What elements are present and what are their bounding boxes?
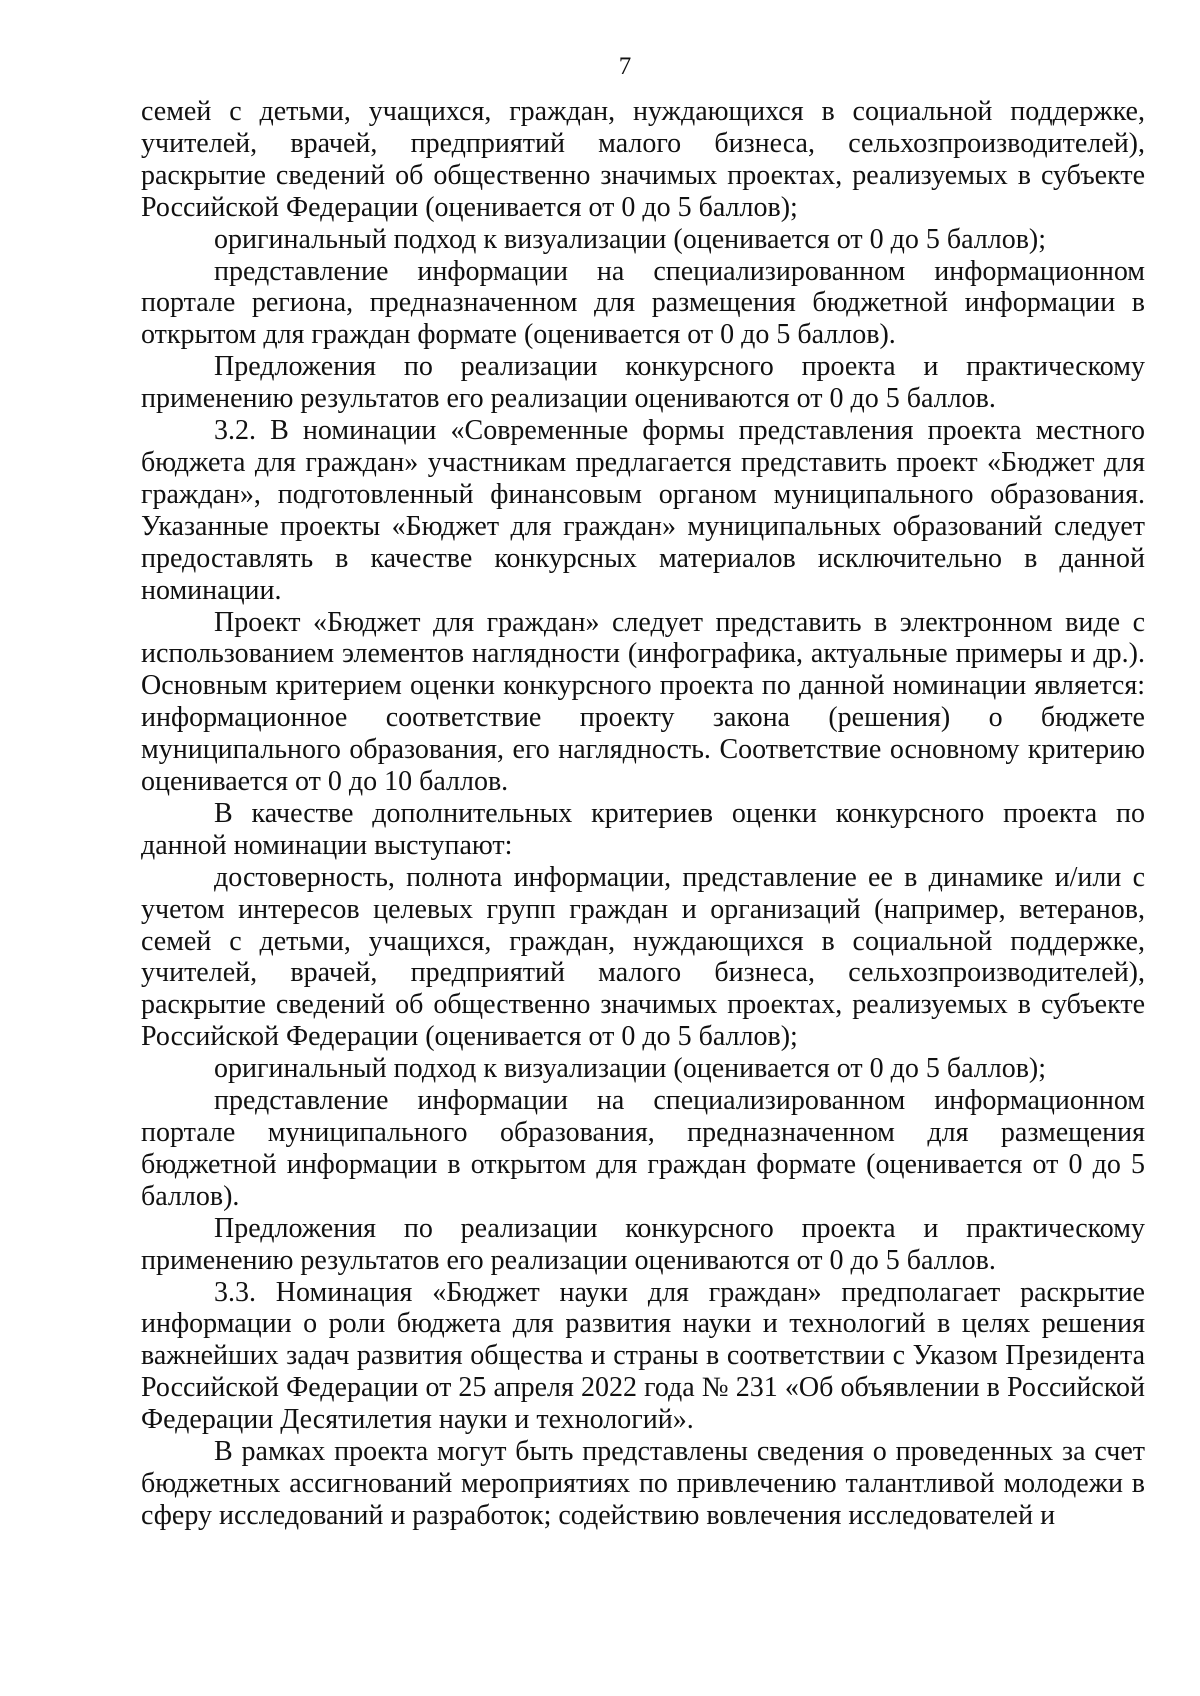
page-number: 7 [618, 53, 632, 80]
paragraph-proposals-scoring: Предложения по реализации конкурсного проекта и практическому применению результатов его реализации оцениваются от 0 до 5 баллов. [141, 351, 1145, 415]
document-body [141, 96, 1145, 1532]
paragraph-reliability-criterion: достоверность, полнота информации, представление ее в динамике и/или с учетом интересов целевых групп граждан и организаций (например, ветеранов, семей с детьми, учащихся, граждан, нуждающихся в социальной поддержке, учителей, врачей, предприятий малого бизнеса, сельхозпроизводителей), раскрытие сведений об общественно значимых проектах, реализуемых в субъекте Российской Федерации (оценивается от 0 до 5 баллов); [141, 861, 1145, 1053]
paragraph-proposals-scoring-2: Предложения по реализации конкурсного проекта и практическому применению результатов его реализации оцениваются от 0 до 5 баллов. [141, 1212, 1145, 1276]
paragraph-additional-criteria-intro: В качестве дополнительных критериев оценки конкурсного проекта по данной номинации выступают: [141, 797, 1145, 861]
paragraph-visualization-criterion: оригинальный подход к визуализации (оценивается от 0 до 5 баллов); [214, 223, 1047, 255]
paragraph-regional-portal-criterion: представление информации на специализированном информационном портале региона, предназначенном для размещения бюджетной информации в открытом для граждан формате (оценивается от 0 до 5 баллов). [141, 255, 1145, 351]
paragraph-section-3-3: 3.3. Номинация «Бюджет науки для граждан» предполагает раскрытие информации о роли бюджета для развития науки и технологий в целях решения важнейших задач развития общества и страны в соответствии с Указом Президента Российской Федерации от 25 апреля 2022 года № 231 «Об объявлении в Российской Федерации Десятилетия науки и технологий». [141, 1276, 1145, 1436]
paragraph-main-criterion: Проект «Бюджет для граждан» следует представить в электронном виде с использованием элементов наглядности (инфографика, актуальные примеры и др.). Основным критерием оценки конкурсного проекта по данной номинации является: информационное соответствие проекту закона (решения) о бюджете муниципального образования, его наглядность. Соответствие основному критерию оценивается от 0 до 10 баллов. [141, 606, 1145, 798]
paragraph-section-3-2: 3.2. В номинации «Современные формы представления проекта местного бюджета для граждан» участникам предлагается представить проект «Бюджет для граждан», подготовленный финансовым органом муниципального образования. Указанные проекты «Бюджет для граждан» муниципальных образований следует предоставлять в качестве конкурсных материалов исключительно в данной номинации. [141, 415, 1145, 606]
paragraph-municipal-portal-criterion: представление информации на специализированном информационном портале муниципального образования, предназначенном для размещения бюджетной информации в открытом для граждан формате (оценивается от 0 до 5 баллов). [141, 1085, 1145, 1212]
paragraph-project-scope: В рамках проекта могут быть представлены сведения о проведенных за счет бюджетных ассигнований мероприятиях по привлечению талантливой молодежи в сферу исследований и разработок; содействию вовлечения исследователей и [141, 1436, 1145, 1531]
paragraph-visualization-criterion-2: оригинальный подход к визуализации (оценивается от 0 до 5 баллов); [214, 1053, 1047, 1085]
paragraph-criteria-continuation: семей с детьми, учащихся, граждан, нуждающихся в социальной поддержке, учителей, врачей, предприятий малого бизнеса, сельхозпроизводителей), раскрытие сведений об общественно значимых проектах, реализуемых в субъекте Российской Федерации (оценивается от 0 до 5 баллов); [141, 96, 1145, 223]
